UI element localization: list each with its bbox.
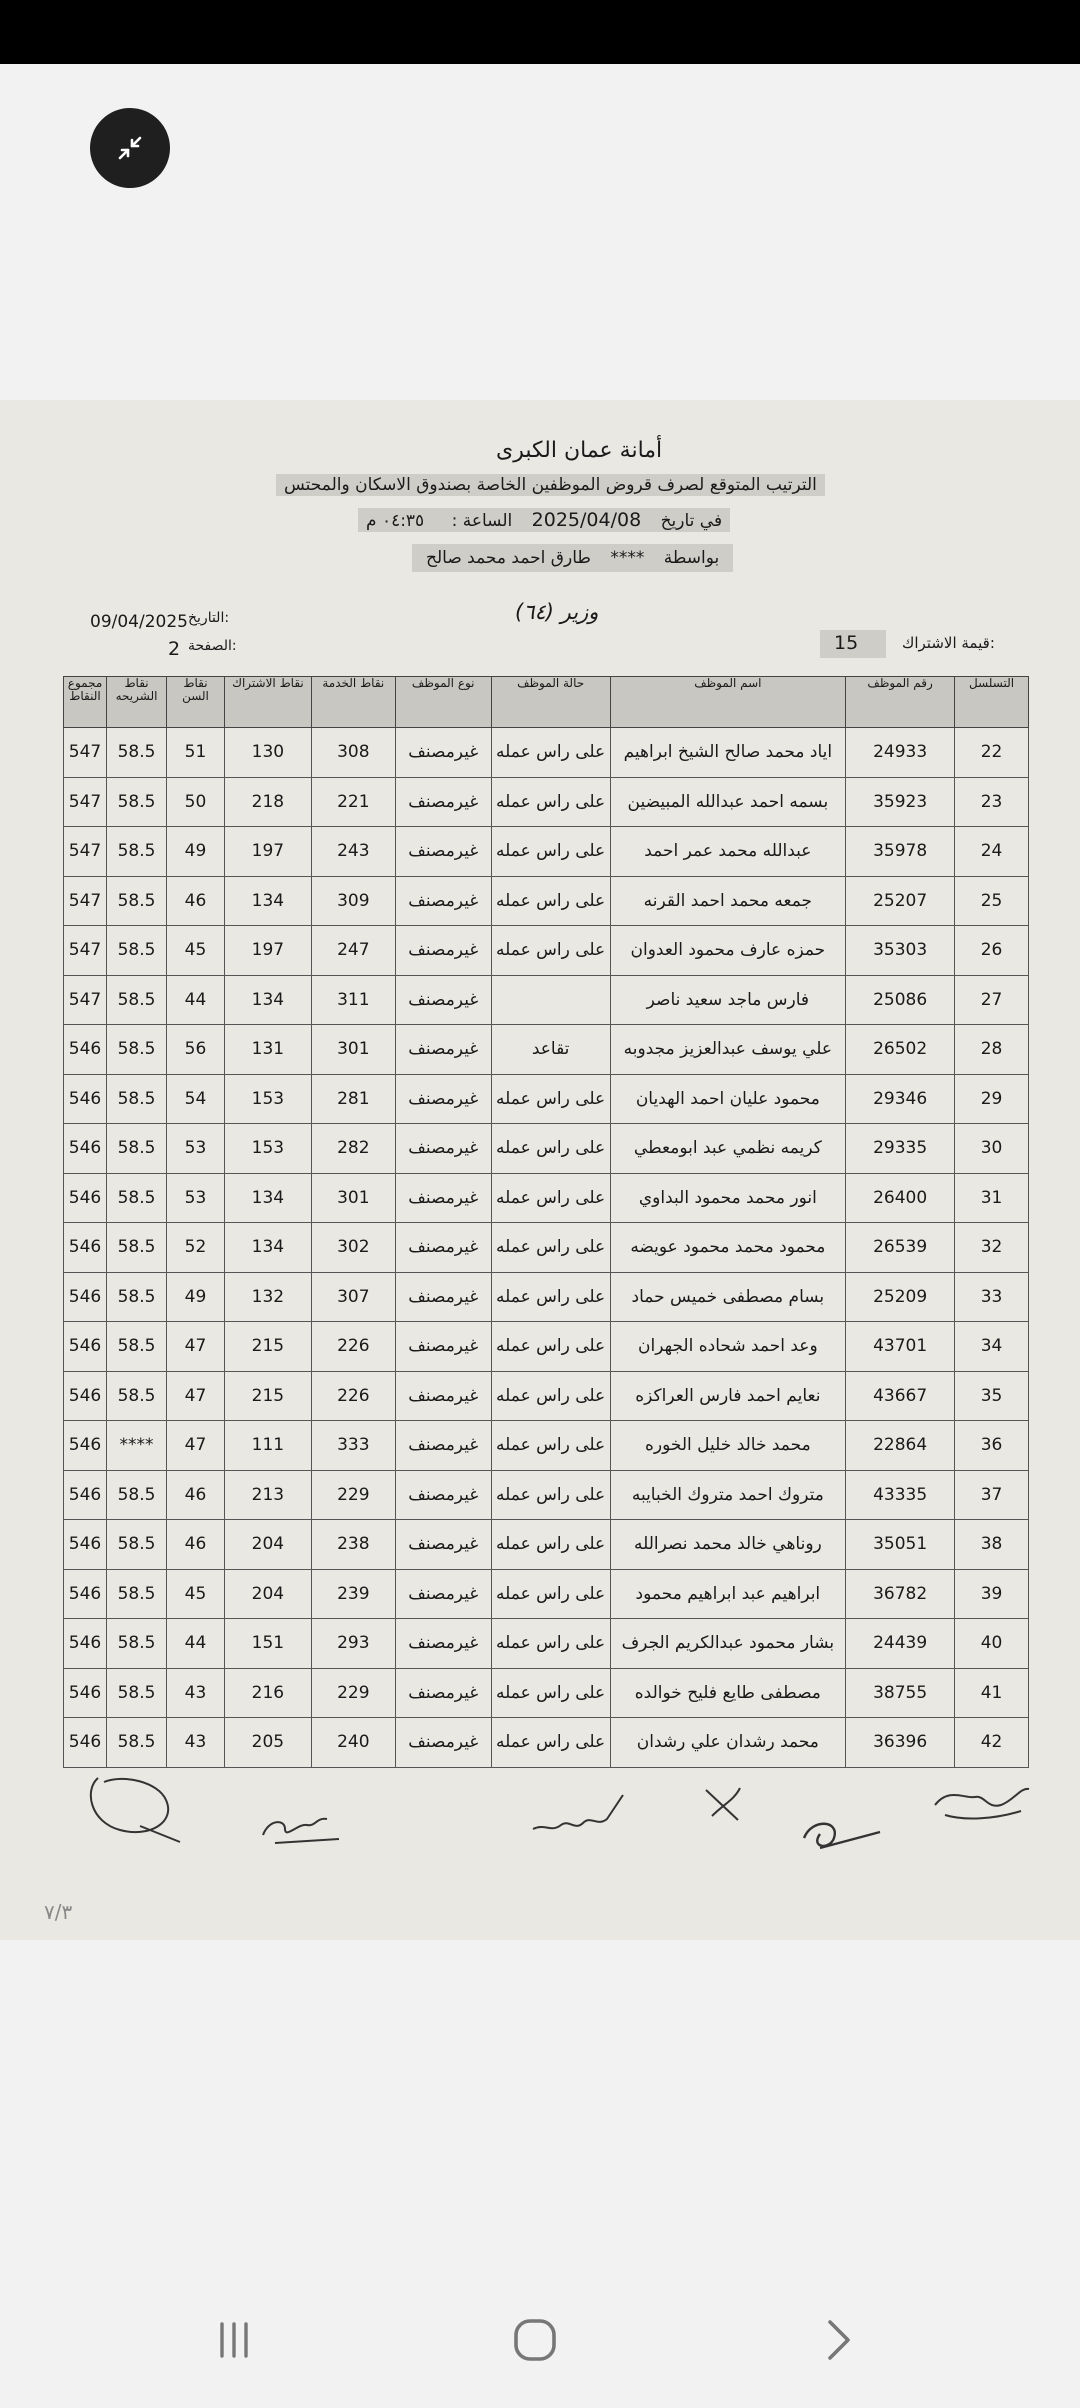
tier-points-cell: 58.5 (107, 1025, 167, 1075)
subscription-points-cell: 130 (224, 728, 311, 778)
column-header: نقاط الشريحه (107, 677, 167, 728)
total-points-cell: 546 (64, 1718, 107, 1768)
subscription-points-cell: 197 (224, 926, 311, 976)
employee-name-cell: حمزه عارف محمود العدوان (610, 926, 846, 976)
tier-points-cell: 58.5 (107, 1371, 167, 1421)
age-points-cell: 46 (167, 1470, 225, 1520)
subscription-points-cell: 132 (224, 1272, 311, 1322)
table-row (64, 1520, 1029, 1570)
employee-name-cell: جمعه محمد احمد القرنه (610, 876, 846, 926)
tier-points-cell: 58.5 (107, 1223, 167, 1273)
sequence-cell: 25 (955, 876, 1029, 926)
employee-name-cell: متروك احمد متروك الخبايبه (610, 1470, 846, 1520)
employee-status-cell: تقاعد (491, 1025, 610, 1075)
tier-points-cell: 58.5 (107, 728, 167, 778)
employee-status-cell: على راس عمله (491, 1421, 610, 1471)
employee-number-cell: 43335 (846, 1470, 955, 1520)
tier-points-cell: 58.5 (107, 1668, 167, 1718)
employee-name-cell: محمود عليان احمد الهديان (610, 1074, 846, 1124)
employee-number-cell: 26539 (846, 1223, 955, 1273)
sequence-cell: 38 (955, 1520, 1029, 1570)
employee-status-cell: على راس عمله (491, 1074, 610, 1124)
column-header: رقم الموظف (846, 677, 955, 728)
subscription-points-cell: 153 (224, 1074, 311, 1124)
employee-type-cell: غيرمصنف (395, 827, 491, 877)
service-points-cell: 243 (311, 827, 395, 877)
tier-points-cell: 58.5 (107, 1173, 167, 1223)
employee-number-cell: 26400 (846, 1173, 955, 1223)
tier-points-cell: 58.5 (107, 1322, 167, 1372)
age-points-cell: 43 (167, 1718, 225, 1768)
service-points-cell: 282 (311, 1124, 395, 1174)
service-points-cell: 307 (311, 1272, 395, 1322)
prepared-by-line (412, 544, 733, 572)
employee-type-cell: غيرمصنف (395, 1569, 491, 1619)
service-points-cell: 226 (311, 1371, 395, 1421)
status-bar (0, 0, 1080, 64)
employee-type-cell: غيرمصنف (395, 1520, 491, 1570)
total-points-cell: 546 (64, 1569, 107, 1619)
employee-status-cell: على راس عمله (491, 728, 610, 778)
subscription-points-cell: 215 (224, 1322, 311, 1372)
age-points-cell: 52 (167, 1223, 225, 1273)
signature-6 (925, 1775, 1045, 1845)
issue-time-label: الساعة : (451, 511, 513, 531)
table-row (64, 1173, 1029, 1223)
sequence-cell: 41 (955, 1668, 1029, 1718)
table-row (64, 876, 1029, 926)
sequence-cell: 31 (955, 1173, 1029, 1223)
employee-number-cell: 36396 (846, 1718, 955, 1768)
sequence-cell: 34 (955, 1322, 1029, 1372)
employee-status-cell: على راس عمله (491, 1272, 610, 1322)
employee-name-cell: نعايم احمد فارس العراكزه (610, 1371, 846, 1421)
employee-number-cell: 29335 (846, 1124, 955, 1174)
age-points-cell: 46 (167, 876, 225, 926)
total-points-cell: 546 (64, 1668, 107, 1718)
tier-points-cell: 58.5 (107, 1718, 167, 1768)
subscription-points-cell: 197 (224, 827, 311, 877)
employee-name-cell: عبدالله محمد عمر احمد (610, 827, 846, 877)
sequence-cell: 22 (955, 728, 1029, 778)
employee-type-cell: غيرمصنف (395, 1718, 491, 1768)
tier-points-cell: 58.5 (107, 975, 167, 1025)
subscription-points-cell: 134 (224, 975, 311, 1025)
employee-type-cell: غيرمصنف (395, 777, 491, 827)
service-points-cell: 311 (311, 975, 395, 1025)
total-points-cell: 547 (64, 975, 107, 1025)
table-row (64, 1470, 1029, 1520)
prepared-by-label: بواسطة (663, 548, 720, 568)
report-date-label: التاريخ: (188, 610, 230, 626)
tier-points-cell: 58.5 (107, 1619, 167, 1669)
employee-status-cell: على راس عمله (491, 1371, 610, 1421)
table-row (64, 728, 1029, 778)
scanned-document[interactable] (0, 400, 1080, 1940)
employee-number-cell: 26502 (846, 1025, 955, 1075)
table-row (64, 975, 1029, 1025)
page-number: 2 (168, 638, 181, 660)
subscription-label: قيمة الاشتراك: (902, 634, 995, 652)
employee-number-cell: 35051 (846, 1520, 955, 1570)
age-points-cell: 45 (167, 926, 225, 976)
sequence-cell: 24 (955, 827, 1029, 877)
sequence-cell: 42 (955, 1718, 1029, 1768)
subscription-points-cell: 134 (224, 1223, 311, 1273)
employee-name-cell: محمود محمد محمود عويضه (610, 1223, 846, 1273)
table-row (64, 1322, 1029, 1372)
tier-points-cell: 58.5 (107, 1074, 167, 1124)
tier-points-cell: 58.5 (107, 1124, 167, 1174)
collapse-arrows-icon (113, 131, 147, 165)
employee-name-cell: فارس ماجد سعيد ناصر (610, 975, 846, 1025)
total-points-cell: 546 (64, 1619, 107, 1669)
table-row (64, 1223, 1029, 1273)
employee-status-cell (491, 975, 610, 1025)
sequence-cell: 28 (955, 1025, 1029, 1075)
signature-4 (700, 1780, 760, 1830)
age-points-cell: 54 (167, 1074, 225, 1124)
sequence-cell: 23 (955, 777, 1029, 827)
subscription-points-cell: 134 (224, 876, 311, 926)
tier-points-cell: **** (107, 1421, 167, 1471)
subscription-points-cell: 153 (224, 1124, 311, 1174)
table-row (64, 1074, 1029, 1124)
employee-type-cell: غيرمصنف (395, 1025, 491, 1075)
employee-name-cell: اياد محمد صالح الشيخ ابراهيم (610, 728, 846, 778)
age-points-cell: 47 (167, 1371, 225, 1421)
table-row (64, 1272, 1029, 1322)
home-icon (511, 2316, 559, 2364)
column-header: التسلسل (955, 677, 1029, 728)
service-points-cell: 226 (311, 1322, 395, 1372)
sequence-cell: 30 (955, 1124, 1029, 1174)
total-points-cell: 546 (64, 1223, 107, 1273)
tier-points-cell: 58.5 (107, 827, 167, 877)
employee-type-cell: غيرمصنف (395, 1173, 491, 1223)
employee-type-cell: غيرمصنف (395, 1421, 491, 1471)
employee-status-cell: على راس عمله (491, 876, 610, 926)
age-points-cell: 47 (167, 1421, 225, 1471)
service-points-cell: 240 (311, 1718, 395, 1768)
total-points-cell: 546 (64, 1520, 107, 1570)
sequence-cell: 40 (955, 1619, 1029, 1669)
age-points-cell: 44 (167, 975, 225, 1025)
issue-date-line (358, 508, 730, 532)
employee-status-cell: على راس عمله (491, 1668, 610, 1718)
total-points-cell: 547 (64, 827, 107, 877)
total-points-cell: 546 (64, 1025, 107, 1075)
employee-name-cell: علي يوسف عبدالعزيز مجدوبه (610, 1025, 846, 1075)
age-points-cell: 49 (167, 827, 225, 877)
table-header-row (64, 677, 1029, 728)
total-points-cell: 546 (64, 1322, 107, 1372)
column-header: مجموع النقاط (64, 677, 107, 728)
age-points-cell: 53 (167, 1173, 225, 1223)
service-points-cell: 281 (311, 1074, 395, 1124)
employee-type-cell: غيرمصنف (395, 926, 491, 976)
employee-type-cell: غيرمصنف (395, 1470, 491, 1520)
service-points-cell: 308 (311, 728, 395, 778)
service-points-cell: 239 (311, 1569, 395, 1619)
employee-type-cell: غيرمصنف (395, 1371, 491, 1421)
service-points-cell: 221 (311, 777, 395, 827)
total-points-cell: 546 (64, 1173, 107, 1223)
tier-points-cell: 58.5 (107, 1569, 167, 1619)
employee-name-cell: بسمه احمد عبدالله المبيضين (610, 777, 846, 827)
tier-points-cell: 58.5 (107, 926, 167, 976)
total-points-cell: 547 (64, 777, 107, 827)
signature-3 (525, 1785, 635, 1845)
table-row (64, 1718, 1029, 1768)
column-header: نقاط السن (167, 677, 225, 728)
masked-value: **** (610, 548, 645, 568)
age-points-cell: 46 (167, 1520, 225, 1570)
employee-number-cell: 35978 (846, 827, 955, 877)
employee-number-cell: 22864 (846, 1421, 955, 1471)
sequence-cell: 39 (955, 1569, 1029, 1619)
employee-status-cell: على راس عمله (491, 1322, 610, 1372)
total-points-cell: 546 (64, 1421, 107, 1471)
employee-type-cell: غيرمصنف (395, 1124, 491, 1174)
collapse-button[interactable] (90, 108, 170, 188)
subscription-points-cell: 131 (224, 1025, 311, 1075)
employee-status-cell: على راس عمله (491, 1520, 610, 1570)
age-points-cell: 53 (167, 1124, 225, 1174)
tier-points-cell: 58.5 (107, 1272, 167, 1322)
employee-number-cell: 25209 (846, 1272, 955, 1322)
subscription-points-cell: 218 (224, 777, 311, 827)
subscription-points-cell: 204 (224, 1569, 311, 1619)
employee-type-cell: غيرمصنف (395, 1272, 491, 1322)
sequence-cell: 33 (955, 1272, 1029, 1322)
column-header: حالة الموظف (491, 677, 610, 728)
sequence-cell: 27 (955, 975, 1029, 1025)
total-points-cell: 546 (64, 1124, 107, 1174)
subscription-points-cell: 216 (224, 1668, 311, 1718)
employee-status-cell: على راس عمله (491, 1718, 610, 1768)
signature-5 (790, 1798, 890, 1868)
employee-status-cell: على راس عمله (491, 1173, 610, 1223)
employee-number-cell: 29346 (846, 1074, 955, 1124)
table-row (64, 1371, 1029, 1421)
service-points-cell: 333 (311, 1421, 395, 1471)
employee-status-cell: على راس عمله (491, 1124, 610, 1174)
table-row (64, 1421, 1029, 1471)
recent-apps-button[interactable] (194, 2300, 274, 2380)
total-points-cell: 546 (64, 1272, 107, 1322)
employee-type-cell: غيرمصنف (395, 975, 491, 1025)
report-date: 09/04/2025 (90, 612, 188, 632)
back-icon (816, 2318, 860, 2362)
employee-name-cell: انور محمد محمود البداوي (610, 1173, 846, 1223)
employee-number-cell: 36782 (846, 1569, 955, 1619)
issue-time: ٠٤:٣٥ م (366, 511, 425, 531)
table-row (64, 1124, 1029, 1174)
org-title: أمانة عمان الكبرى (496, 438, 663, 463)
total-points-cell: 547 (64, 728, 107, 778)
employee-number-cell: 43667 (846, 1371, 955, 1421)
signature-1 (80, 1760, 190, 1850)
employee-status-cell: على راس عمله (491, 1470, 610, 1520)
employee-type-cell: غيرمصنف (395, 728, 491, 778)
employee-number-cell: 38755 (846, 1668, 955, 1718)
employee-name-cell: بشار محمود عبدالكريم الجرف (610, 1619, 846, 1669)
column-header: نوع الموظف (395, 677, 491, 728)
subscription-points-cell: 111 (224, 1421, 311, 1471)
table-row (64, 1025, 1029, 1075)
subscription-points-cell: 215 (224, 1371, 311, 1421)
age-points-cell: 44 (167, 1619, 225, 1669)
employee-type-cell: غيرمصنف (395, 1619, 491, 1669)
back-button[interactable] (798, 2300, 878, 2380)
table-row (64, 777, 1029, 827)
total-points-cell: 546 (64, 1074, 107, 1124)
employee-name-cell: ابراهيم عبد ابراهيم محمود (610, 1569, 846, 1619)
employee-number-cell: 43701 (846, 1322, 955, 1372)
age-points-cell: 43 (167, 1668, 225, 1718)
employee-type-cell: غيرمصنف (395, 1322, 491, 1372)
service-points-cell: 301 (311, 1173, 395, 1223)
service-points-cell: 309 (311, 876, 395, 926)
table-row (64, 1668, 1029, 1718)
handwritten-note: وزير (٦٤) (515, 600, 599, 624)
service-points-cell: 247 (311, 926, 395, 976)
employee-name-cell: روناهي خالد محمد نصرالله (610, 1520, 846, 1570)
service-points-cell: 301 (311, 1025, 395, 1075)
age-points-cell: 51 (167, 728, 225, 778)
sequence-cell: 32 (955, 1223, 1029, 1273)
age-points-cell: 56 (167, 1025, 225, 1075)
employee-number-cell: 25086 (846, 975, 955, 1025)
issue-date: 2025/04/08 (531, 509, 642, 531)
service-points-cell: 229 (311, 1470, 395, 1520)
prepared-by-name: طارق احمد محمد صالح (426, 548, 591, 568)
tier-points-cell: 58.5 (107, 777, 167, 827)
age-points-cell: 45 (167, 1569, 225, 1619)
age-points-cell: 47 (167, 1322, 225, 1372)
sequence-cell: 37 (955, 1470, 1029, 1520)
tier-points-cell: 58.5 (107, 876, 167, 926)
employee-number-cell: 24439 (846, 1619, 955, 1669)
employee-number-cell: 35923 (846, 777, 955, 827)
employee-type-cell: غيرمصنف (395, 1223, 491, 1273)
table-row (64, 926, 1029, 976)
employee-status-cell: على راس عمله (491, 926, 610, 976)
table-row (64, 1619, 1029, 1669)
subscription-value: 15 (834, 632, 859, 654)
tier-points-cell: 58.5 (107, 1470, 167, 1520)
column-header: نقاط الخدمة (311, 677, 395, 728)
subscription-points-cell: 204 (224, 1520, 311, 1570)
tier-points-cell: 58.5 (107, 1520, 167, 1570)
employee-number-cell: 24933 (846, 728, 955, 778)
sequence-cell: 36 (955, 1421, 1029, 1471)
employee-status-cell: على راس عمله (491, 827, 610, 877)
column-header: اسم الموظف (610, 677, 846, 728)
employee-number-cell: 35303 (846, 926, 955, 976)
employee-type-cell: غيرمصنف (395, 1668, 491, 1718)
employee-name-cell: بسام مصطفى خميس حماد (610, 1272, 846, 1322)
employee-name-cell: وعد احمد شحاده الجهران (610, 1322, 846, 1372)
signature-2 (255, 1795, 345, 1855)
employee-type-cell: غيرمصنف (395, 1074, 491, 1124)
service-points-cell: 302 (311, 1223, 395, 1273)
recent-apps-icon (212, 2318, 256, 2362)
service-points-cell: 238 (311, 1520, 395, 1570)
employee-status-cell: على راس عمله (491, 777, 610, 827)
total-points-cell: 546 (64, 1371, 107, 1421)
subscription-points-cell: 205 (224, 1718, 311, 1768)
total-points-cell: 547 (64, 926, 107, 976)
document-subtitle: الترتيب المتوقع لصرف قروض الموظفين الخاصة بصندوق الاسكان والمحتس (276, 474, 825, 496)
page-number-label: الصفحة: (188, 638, 237, 654)
age-points-cell: 49 (167, 1272, 225, 1322)
page-footer-number: ٧/٣ (44, 1900, 73, 1924)
issue-date-label: في تاريخ (660, 511, 723, 531)
employee-status-cell: على راس عمله (491, 1569, 610, 1619)
employee-type-cell: غيرمصنف (395, 876, 491, 926)
service-points-cell: 229 (311, 1668, 395, 1718)
employee-number-cell: 25207 (846, 876, 955, 926)
navigation-bar (0, 2270, 1080, 2408)
total-points-cell: 546 (64, 1470, 107, 1520)
subscription-points-cell: 151 (224, 1619, 311, 1669)
table-row (64, 827, 1029, 877)
subscription-points-cell: 213 (224, 1470, 311, 1520)
sequence-cell: 26 (955, 926, 1029, 976)
service-points-cell: 293 (311, 1619, 395, 1669)
employee-status-cell: على راس عمله (491, 1619, 610, 1669)
loan-ranking-table (63, 676, 1029, 1768)
employee-name-cell: مصطفى طايع فليح خوالده (610, 1668, 846, 1718)
employee-name-cell: كريمه نظمي عبد ابومعطي (610, 1124, 846, 1174)
table-row (64, 1569, 1029, 1619)
employee-name-cell: محمد خالد خليل الخوره (610, 1421, 846, 1471)
employee-name-cell: محمد رشدان علي رشدان (610, 1718, 846, 1768)
employee-status-cell: على راس عمله (491, 1223, 610, 1273)
sequence-cell: 29 (955, 1074, 1029, 1124)
column-header: نقاط الاشتراك (224, 677, 311, 728)
age-points-cell: 50 (167, 777, 225, 827)
total-points-cell: 547 (64, 876, 107, 926)
sequence-cell: 35 (955, 1371, 1029, 1421)
home-button[interactable] (495, 2300, 575, 2380)
subscription-points-cell: 134 (224, 1173, 311, 1223)
